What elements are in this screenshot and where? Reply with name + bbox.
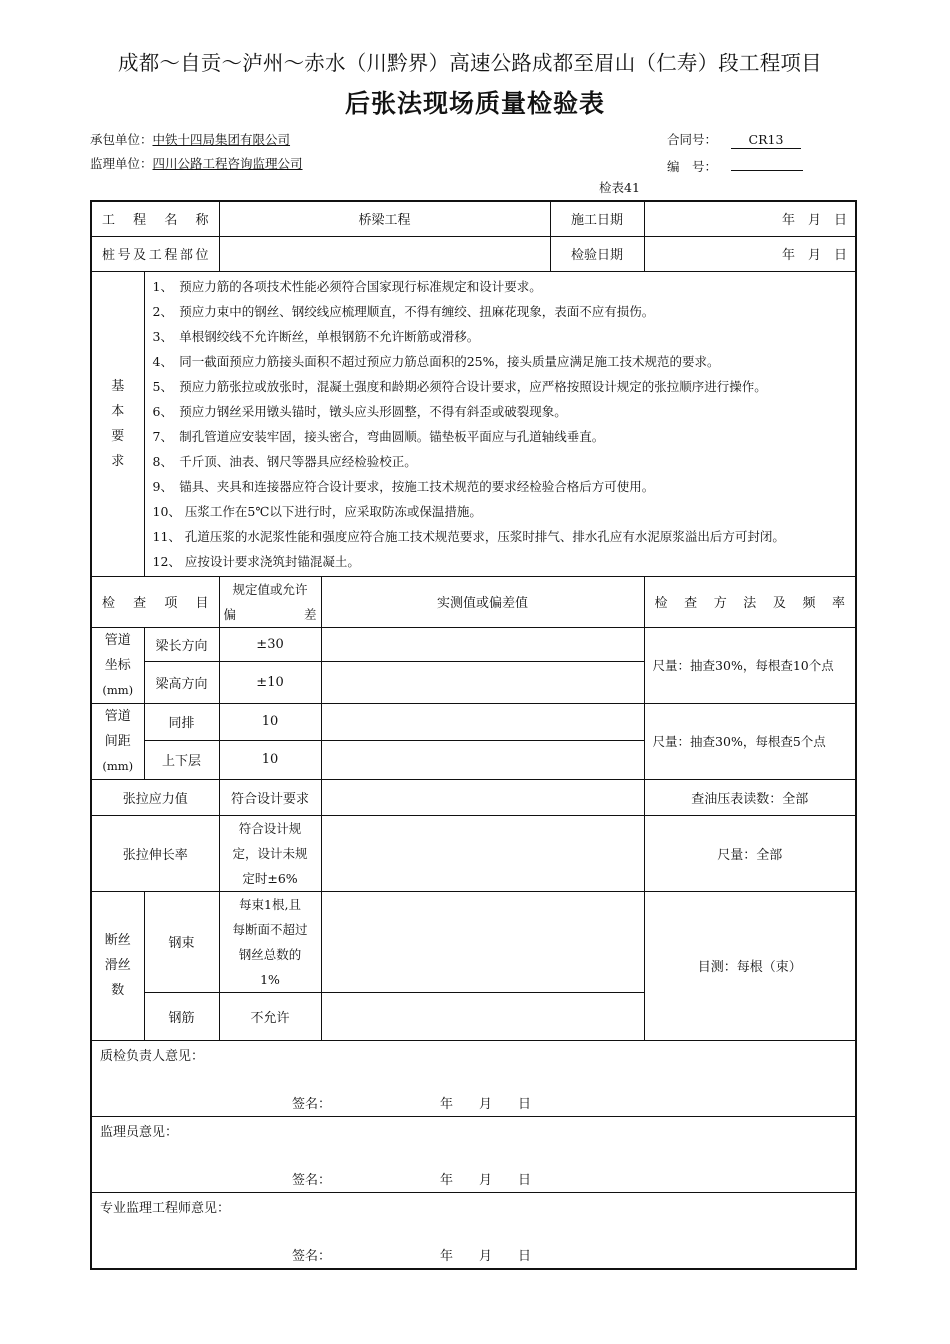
- elongation-label: 张拉伸长率: [91, 815, 219, 891]
- construction-date-value: 年 月 日: [644, 201, 856, 236]
- requirements-label-char: 要: [111, 428, 125, 444]
- inspection-table: [90, 200, 857, 1270]
- requirement-item: 4、 同一截面预应力筋接头面积不超过预应力筋总面积的25%，接头质量应满足施工技术规范的要求。: [152, 353, 720, 369]
- station-value: [219, 236, 550, 271]
- spec-header-line: 规定值或允许: [232, 581, 308, 597]
- contractor-value: 中铁十四局集团有限公司: [152, 132, 291, 147]
- requirement-item: 7、 制孔管道应安装牢固，接头密合，弯曲圆顺。锚垫板平面应与孔道轴线垂直。: [152, 428, 605, 444]
- rebar-label: 钢筋: [144, 992, 219, 1040]
- group-line: (mm): [102, 682, 134, 697]
- spec-line: 定，设计未规: [232, 845, 308, 861]
- layer-spec: 10: [219, 740, 321, 779]
- inspection-date-value: 年 月 日: [644, 236, 856, 271]
- supervisor-label: 监理单位：: [90, 156, 153, 171]
- supervisor-opinion: [91, 1116, 856, 1192]
- project-name-label: 工 程 名 称: [91, 201, 219, 236]
- rebar-measured: [321, 992, 644, 1040]
- stress-spec: 符合设计要求: [219, 779, 321, 815]
- measured-header: 实测值或偏差值: [321, 576, 644, 627]
- requirement-item: 12、 应按设计要求浇筑封锚混凝土。: [152, 553, 360, 569]
- contract-no-value: CR13: [731, 132, 801, 149]
- group-line: 滑丝: [104, 958, 131, 973]
- requirement-item: 9、 锚具、夹具和连接器应符合设计要求，按施工技术规范的要求经检验合格后方可使用。: [152, 478, 655, 494]
- info-row-station: [91, 236, 856, 271]
- requirements-list: [144, 271, 856, 576]
- pipe-coord-method: 尺量：抽查30%，每根查10个点: [644, 627, 856, 703]
- spec-line: 符合设计规: [238, 820, 302, 836]
- group-line: 数: [111, 983, 125, 998]
- serial-label: 编 号：: [667, 159, 718, 174]
- supervisor-opinion-row: [91, 1116, 856, 1192]
- inspection-date-label: 检验日期: [550, 236, 644, 271]
- requirement-item: 8、 千斤顶、油表、钢尺等器具应经检验校正。: [152, 453, 417, 469]
- spec-line: 每断面不超过: [232, 921, 308, 937]
- beam-height-label: 梁高方向: [144, 661, 219, 703]
- same-row-measured: [321, 703, 644, 740]
- supervisor-row: [90, 154, 303, 172]
- layer-measured: [321, 740, 644, 779]
- serial-value: [731, 154, 803, 171]
- stress-label: 张拉应力值: [91, 779, 219, 815]
- requirement-item: 1、 预应力筋的各项技术性能必须符合国家现行标准规定和设计要求。: [152, 278, 542, 294]
- group-line: 断丝: [104, 933, 131, 948]
- supervisor-opinion-label: 监理员意见：: [100, 1124, 179, 1140]
- group-line: 管道: [104, 708, 131, 724]
- broken-group: [91, 891, 144, 1040]
- engineer-opinion-row: [91, 1192, 856, 1269]
- group-line: 间距: [104, 733, 131, 749]
- elongation-method: 尺量：全部: [644, 815, 856, 891]
- serial-row: [667, 154, 803, 175]
- beam-height-measured: [321, 661, 644, 703]
- requirements-label-char: 基: [111, 378, 125, 394]
- group-line: 坐标: [104, 657, 131, 673]
- beam-length-spec: ±30: [219, 627, 321, 661]
- rebar-spec: 不允许: [219, 992, 321, 1040]
- project-name: 成都～自贡～泸州～赤水（川黔界）高速公路成都至眉山（仁寿）段工程项目: [118, 51, 822, 75]
- sign-label: 签名：: [292, 1096, 332, 1112]
- broken-method: 目测：每根（束）: [644, 891, 856, 1040]
- same-row-spec: 10: [219, 703, 321, 740]
- stress-method: 查油压表读数：全部: [644, 779, 856, 815]
- pipe-coord-group: [91, 627, 144, 703]
- requirement-item: 5、 预应力筋张拉或放张时，混凝土强度和龄期必须符合设计要求，应严格按照设计规定的张拉顺序进行操作。: [152, 378, 767, 394]
- requirement-item: 2、 预应力束中的钢丝、钢绞线应梳理顺直，不得有缠绞、扭麻花现象，表面不应有损伤。: [152, 303, 655, 319]
- qc-opinion-row: [91, 1040, 856, 1116]
- spec-header-line: 偏 差: [223, 606, 317, 622]
- beam-length-measured: [321, 627, 644, 661]
- method-header: 检 查 方 法 及 频 率: [644, 576, 856, 627]
- sign-label: 签名：: [292, 1249, 332, 1264]
- sign-label: 签名：: [292, 1172, 332, 1188]
- requirements-label: [91, 271, 144, 576]
- elongation-row: [91, 815, 856, 891]
- station-label: 桩号及工程部位: [91, 236, 219, 271]
- spec-header: [219, 576, 321, 627]
- group-line: (mm): [102, 758, 134, 773]
- broken-row-1: [91, 891, 856, 992]
- strand-label: 钢束: [144, 891, 219, 992]
- stress-measured: [321, 779, 644, 815]
- engineer-opinion-label: 专业监理工程师意见：: [100, 1200, 231, 1216]
- qc-signature: [292, 1093, 531, 1112]
- elongation-measured: [321, 815, 644, 891]
- beam-height-spec: ±10: [219, 661, 321, 703]
- check-header-row: [91, 576, 856, 627]
- engineer-opinion: [91, 1192, 856, 1269]
- requirement-item: 3、 单根钢绞线不允许断丝，单根钢筋不允许断筋或滑移。: [152, 328, 480, 344]
- strand-measured: [321, 891, 644, 992]
- form-title: 后张法现场质量检验表: [344, 89, 605, 118]
- contract-no-row: [667, 130, 801, 149]
- pipe-spacing-row-1: [91, 703, 856, 740]
- spec-line: 每束1根,且: [239, 896, 301, 912]
- engineer-signature: [292, 1245, 531, 1264]
- requirement-item: 11、 孔道压浆的水泥浆性能和强度应符合施工技术规范要求，压浆时排气、排水孔应有水泥原浆溢出后方可封闭。: [152, 528, 785, 544]
- pipe-spacing-method: 尺量：抽查30%，每根查5个点: [644, 703, 856, 779]
- sign-date: 年 月 日: [440, 1096, 532, 1112]
- contractor-label: 承包单位：: [90, 132, 153, 147]
- form-number: 检表41: [599, 180, 640, 195]
- spec-line: 1%: [260, 971, 280, 987]
- project-name-value: 桥梁工程: [219, 201, 550, 236]
- strand-spec: [219, 891, 321, 992]
- stress-row: [91, 779, 856, 815]
- group-line: 管道: [104, 632, 131, 648]
- construction-date-label: 施工日期: [550, 201, 644, 236]
- qc-opinion: [91, 1040, 856, 1116]
- sign-date: 年 月 日: [440, 1172, 532, 1188]
- beam-length-label: 梁长方向: [144, 627, 219, 661]
- requirements-label-char: 求: [111, 453, 125, 469]
- supervisor-signature: [292, 1169, 531, 1188]
- requirement-item: 6、 预应力钢丝采用镦头锚时，镦头应头形圆整，不得有斜歪或破裂现象。: [152, 403, 567, 419]
- elongation-spec: [219, 815, 321, 891]
- requirement-item: 10、 压浆工作在5℃以下进行时，应采取防冻或保温措施。: [152, 503, 482, 519]
- pipe-coord-row-1: [91, 627, 856, 661]
- requirements-row: [91, 271, 856, 576]
- supervisor-value: 四川公路工程咨询监理公司: [152, 156, 303, 171]
- contract-no-label: 合同号：: [667, 132, 718, 147]
- info-row-project: [91, 201, 856, 236]
- pipe-spacing-group: [91, 703, 144, 779]
- spec-line: 定时±6%: [242, 870, 298, 886]
- qc-opinion-label: 质检负责人意见：: [100, 1048, 205, 1064]
- requirements-label-char: 本: [111, 403, 125, 419]
- check-item-header: 检 查 项 目: [91, 576, 219, 627]
- sign-date: 年 月 日: [440, 1249, 532, 1264]
- layer-label: 上下层: [144, 740, 219, 779]
- contractor-row: [90, 130, 290, 148]
- spec-line: 钢丝总数的: [238, 946, 302, 962]
- same-row-label: 同排: [144, 703, 219, 740]
